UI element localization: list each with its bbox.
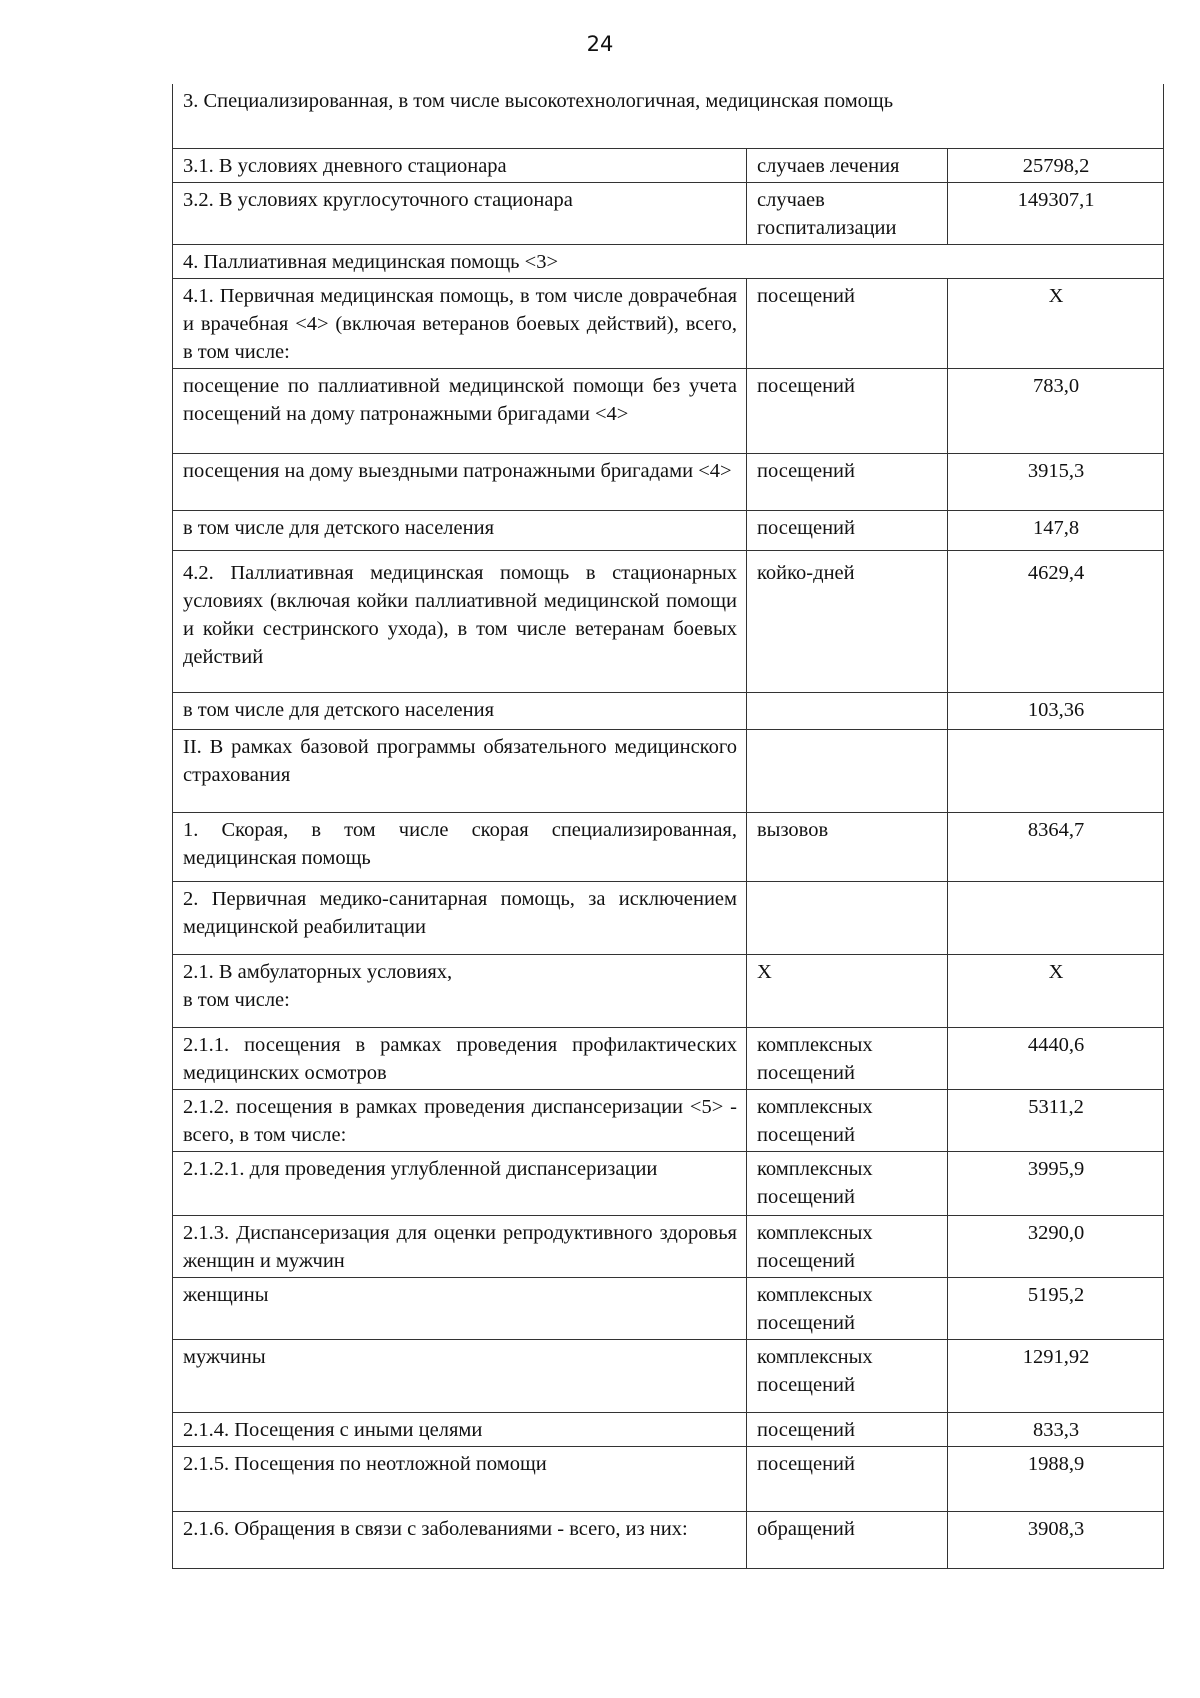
row-value: 103,36	[948, 692, 1164, 729]
row-unit	[747, 692, 948, 729]
table-row	[173, 881, 1164, 954]
row-unit: посещений	[747, 510, 948, 550]
row-value: 1988,9	[948, 1446, 1164, 1511]
row-unit: посещений	[747, 1412, 948, 1446]
table-row	[173, 1446, 1164, 1511]
row-name: посещение по паллиативной медицинской помощи без учета посещений на дому патронажными бригадами <4>	[173, 368, 747, 453]
table-row	[173, 1412, 1164, 1446]
row-name: 2. Первичная медико-санитарная помощь, за исключением медицинской реабилитации	[173, 881, 747, 954]
row-value	[948, 729, 1164, 812]
row-value: X	[948, 954, 1164, 1027]
row-value: 833,3	[948, 1412, 1164, 1446]
table-row	[173, 550, 1164, 692]
row-name-cell	[173, 954, 747, 1027]
row-name: женщины	[173, 1277, 747, 1339]
table-row	[173, 729, 1164, 812]
row-unit: X	[747, 954, 948, 1027]
table-row	[173, 692, 1164, 729]
row-unit: случаев госпитализации	[747, 182, 948, 244]
row-value: 25798,2	[948, 148, 1164, 182]
row-value: 3915,3	[948, 453, 1164, 510]
row-value: 783,0	[948, 368, 1164, 453]
row-name: 2.1.2.1. для проведения углубленной диспансеризации	[173, 1151, 747, 1215]
row-name: 2.1.1. посещения в рамках проведения профилактических медицинских осмотров	[173, 1027, 747, 1089]
table-row	[173, 510, 1164, 550]
table-row	[173, 1151, 1164, 1215]
row-name: 4.2. Паллиативная медицинская помощь в стационарных условиях (включая койки паллиативной медицинской помощи и койки сестринского ухода), в том числе ветеранам боевых действий	[173, 550, 747, 692]
row-value: 149307,1	[948, 182, 1164, 244]
row-value: 1291,92	[948, 1339, 1164, 1412]
table-row	[173, 1089, 1164, 1151]
row-unit: комплексных посещений	[747, 1027, 948, 1089]
table-row	[173, 84, 1164, 148]
section-title-cell: 4. Паллиативная медицинская помощь <3>	[173, 244, 1164, 278]
row-unit: посещений	[747, 453, 948, 510]
row-name: 1. Скорая, в том числе скорая специализированная, медицинская помощь	[173, 812, 747, 881]
table-row	[173, 1277, 1164, 1339]
table-row	[173, 1027, 1164, 1089]
row-value: 5195,2	[948, 1277, 1164, 1339]
row-value: 3995,9	[948, 1151, 1164, 1215]
row-value: 4440,6	[948, 1027, 1164, 1089]
row-name: 4.1. Первичная медицинская помощь, в том числе доврачебная и врачебная <4> (включая ветеранов боевых действий), всего, в том числе:	[173, 278, 747, 368]
table-row	[173, 812, 1164, 881]
row-name: посещения на дому выездными патронажными бригадами <4>	[173, 453, 747, 510]
row-unit: посещений	[747, 368, 948, 453]
row-name: 2.1.4. Посещения с иными целями	[173, 1412, 747, 1446]
row-value	[948, 881, 1164, 954]
table-row	[173, 182, 1164, 244]
table-row	[173, 1215, 1164, 1277]
row-name: в том числе для детского населения	[173, 692, 747, 729]
section-title-cell: 3. Специализированная, в том числе высокотехнологичная, медицинская помощь	[173, 84, 1164, 148]
row-name: 2.1.2. посещения в рамках проведения диспансеризации <5> - всего, в том числе:	[173, 1089, 747, 1151]
indicators-table	[172, 84, 1164, 1569]
table-row	[173, 453, 1164, 510]
table-row	[173, 368, 1164, 453]
row-name: 2.1.3. Диспансеризация для оценки репродуктивного здоровья женщин и мужчин	[173, 1215, 747, 1277]
row-unit	[747, 729, 948, 812]
table-row	[173, 244, 1164, 278]
row-unit: посещений	[747, 1446, 948, 1511]
row-name: 2.1. В амбулаторных условиях,	[183, 960, 453, 983]
row-unit: посещений	[747, 278, 948, 368]
row-unit: койко-дней	[747, 550, 948, 692]
row-value: 4629,4	[948, 550, 1164, 692]
row-name: 2.1.6. Обращения в связи с заболеваниями - всего, из них:	[173, 1511, 747, 1568]
row-name: 3.1. В условиях дневного стационара	[173, 148, 747, 182]
table-row	[173, 148, 1164, 182]
row-value: X	[948, 278, 1164, 368]
row-unit: случаев лечения	[747, 148, 948, 182]
row-name: 2.1.5. Посещения по неотложной помощи	[173, 1446, 747, 1511]
row-unit: комплексных посещений	[747, 1339, 948, 1412]
row-value: 5311,2	[948, 1089, 1164, 1151]
row-unit	[747, 881, 948, 954]
row-unit: обращений	[747, 1511, 948, 1568]
row-name: мужчины	[173, 1339, 747, 1412]
row-name: II. В рамках базовой программы обязательного медицинского страхования	[173, 729, 747, 812]
table-row	[173, 278, 1164, 368]
row-value: 3290,0	[948, 1215, 1164, 1277]
row-unit: комплексных посещений	[747, 1089, 948, 1151]
table-row	[173, 954, 1164, 1027]
row-unit: комплексных посещений	[747, 1151, 948, 1215]
page-number: 24	[586, 32, 614, 56]
row-unit: комплексных посещений	[747, 1215, 948, 1277]
row-value: 3908,3	[948, 1511, 1164, 1568]
row-unit: вызовов	[747, 812, 948, 881]
row-name-continuation: в том числе:	[183, 988, 290, 1011]
row-unit: комплексных посещений	[747, 1277, 948, 1339]
table-row	[173, 1339, 1164, 1412]
row-name: в том числе для детского населения	[173, 510, 747, 550]
row-name: 3.2. В условиях круглосуточного стационара	[173, 182, 747, 244]
table-row	[173, 1511, 1164, 1568]
row-value: 147,8	[948, 510, 1164, 550]
row-value: 8364,7	[948, 812, 1164, 881]
